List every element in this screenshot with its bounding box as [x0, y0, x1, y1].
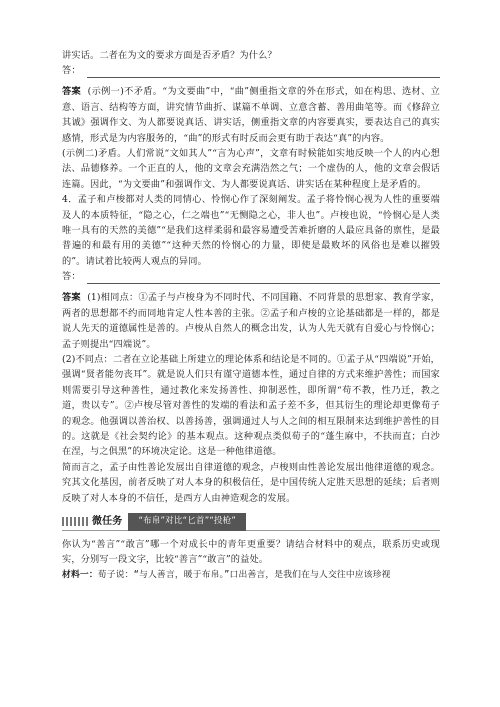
- answer1-paragraph-2: (示例二)矛盾。人们常说“文如其人”“言为心声”，文章有时候能如实地反映一个人的内心想法、品德修养。一个正直的人，他的文章会充满浩然之气；一个虚伪的人，他的文章会假话连篇。因此，“为文要曲”和强调作文、为人都要说真话、讲实话在某种程度上是矛盾的。: [62, 148, 440, 190]
- material1-text: 荀子说：“与人善言，暖于布帛。”口出善言，是我们在与人交往中应该珍视: [97, 569, 391, 580]
- question4: 4．孟子和卢梭都对人类的同情心、怜悯心作了深刻阐发。孟子将怜悯心视为人性的重要端及人的本质特征，“隐之心，仁之端也”“无恻隐之心，非人也”。卢梭也说，“怜悯心是人类唯一具有的天然的美德”“是我们这样柔弱和最容易遭受苦难折磨的人最应具备的禀性，是最普遍的和最有用的美德”“这种天然的怜悯心的力量，即使是最败坏的风俗也是难以摧毁的”。请试着比较两人观点的异同。: [62, 194, 440, 267]
- intro-question: 讲实话。二者在为文的要求方面是否矛盾？为什么？: [62, 50, 277, 61]
- answer2-paragraph-2: (2)不同点：二者在立论基础上所建立的理论体系和结论是不同的。①孟子从“四端说”开始，强调“贤者能勿丧耳”。就是说人们只有谨守道德本性，通过自律的方式来维护善性；而国家则需要引导这种善性，通过教化来发扬善性、抑制恶性，即所谓“苟不教，性乃迁，教之道，贵以专”。②卢梭尽管对善性的发端的看法和孟子差不多，但其衍生的理论却更像荀子的观念。他强调以善治权、以善扬善，强调通过人与人之间的相互限制来达到维护善性的目的。这就是《社会契约论》的基本观点。这种观点类似荀子的“蓬生麻中，不扶而直；白沙在涅，与之俱黑”的环境决定论。这是一种他律道德。: [62, 353, 440, 458]
- micro-task-subtitle: “布帛”对比“匕首”“投枪”: [128, 513, 246, 530]
- answer2-text: (1)相同点：①孟子与卢梭身为不同时代、不同国籍、不同背景的思想家、教育学家，两者的思想都不约而同地肯定人性本善的主张。②孟子和卢梭的立论基础都是一样的，都是说人先天的道德属性是善的。卢梭从自然人的概念出发，认为人先天就有自爱心与怜悯心；孟子则提出“四端说”。: [62, 292, 440, 350]
- answer2-paragraph-3: 简而言之，孟子由性善论发展出自律道德的观念，卢梭则由性善论发展出他律道德的观念。究其文化基因，前者反映了对人本身的积极信任，是中国传统人定胜天思想的延续；后者则反映了对人本身的不信任，是西方人由神造观念的发展。: [62, 461, 440, 504]
- answer2-label: 答案: [62, 292, 81, 304]
- answer-label-2: 答：: [62, 270, 81, 282]
- material1: [62, 568, 440, 583]
- question5: 你认为“善言”“敢言”哪一个对成长中的青年更重要？请结合材料中的观点，联系历史或现实，分别写一段文字，比较“善言”“敢言”的益处。: [62, 538, 440, 566]
- page-content: [62, 48, 440, 583]
- material1-label: 材料一：: [62, 569, 98, 580]
- answer2-paragraph: [62, 290, 440, 352]
- answer-rule-2: [87, 273, 440, 284]
- answer-line-1[interactable]: [62, 64, 440, 78]
- micro-task-banner: [62, 514, 440, 531]
- answer1-text: (示例一)不矛盾。“为文要曲”中，“曲”侧重指文章的外在形式，如在构思、选材、立意、语言、结构等方面，讲究情节曲折、谋篇不单调、立意含蓄、善用曲笔等。而《修辞立其诚》强调作文、为人都要说真话、讲实话，侧重指文章的内容要真实，要表达自己的真实感情，形式是为内容服务的，“曲”的形式有时反而会更有助于表达“真”的内容。: [62, 86, 440, 144]
- answer1-paragraph: [62, 84, 440, 146]
- answer-line-2[interactable]: [62, 270, 440, 284]
- answer-label: 答：: [62, 65, 81, 76]
- answer1-label: 答案: [62, 86, 82, 98]
- stripes-icon: [62, 517, 88, 526]
- micro-task-title: 微任务: [92, 516, 123, 528]
- answer-rule: [87, 67, 440, 78]
